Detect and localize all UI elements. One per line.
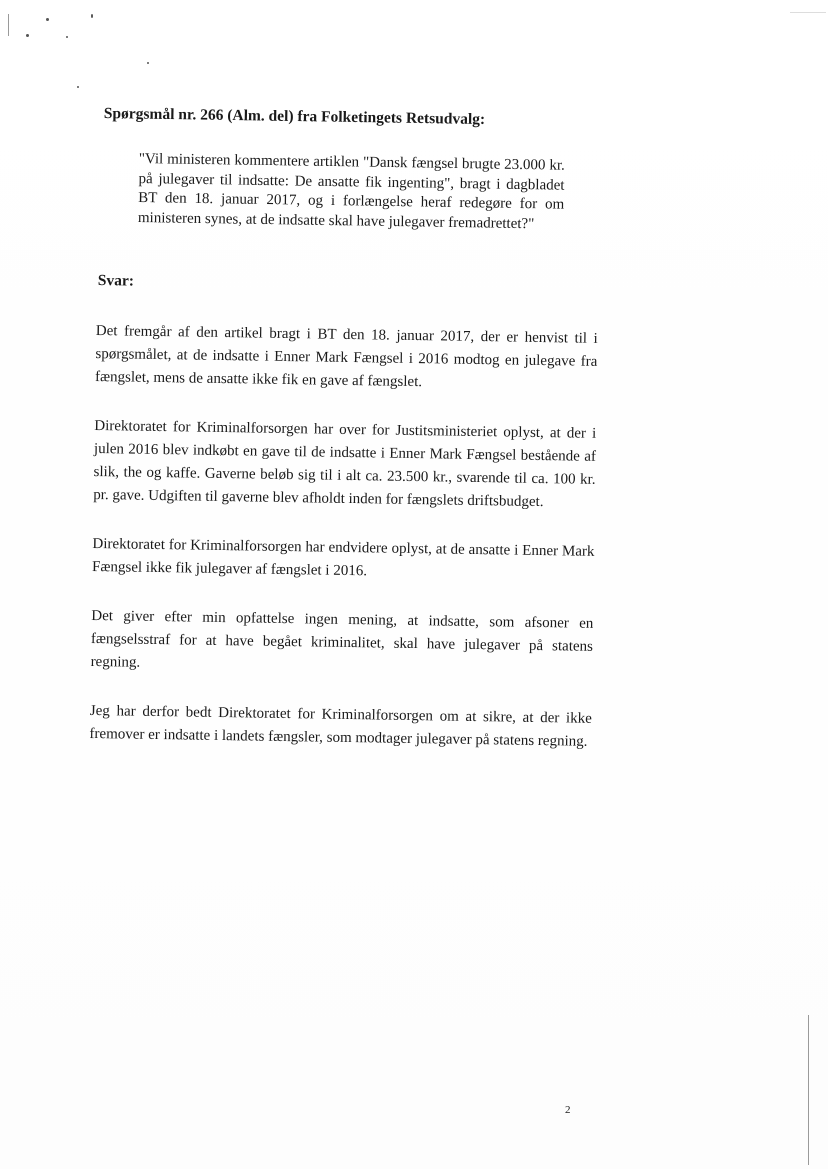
answer-heading: Svar: [97, 272, 135, 290]
scan-artifact-dot [26, 34, 29, 37]
answer-body [89, 320, 598, 780]
page-number: 2 [565, 1104, 571, 1116]
scan-artifact-dot [77, 86, 79, 88]
scan-artifact-left-edge [8, 14, 9, 36]
scan-artifact-right-edge [808, 1015, 809, 1165]
answer-paragraph: Det fremgår af den artikel bragt i BT den 18. januar 2017, der er henvist til i spørgsmålet, at de indsatte i Enner Mark Fængsel i 2016 modtog en julegave fra fængslet, mens de ansatte ikke fik en gave af fængslet. [94, 322, 598, 391]
answer-paragraph: Direktoratet for Kriminalforsorgen har over for Justitsministeriet oplyst, at der i julen 2016 blev indkøbt en gave til de indsatte i Enner Mark Fængsel bestående af slik, the og kaffe. Gaverne beløb sig til i alt ca. 23.500 kr., svarende til ca. 100 kr. pr. gave. Udgiften til gaverne blev afholdt inden for fængslets driftsbudget. [93, 417, 597, 511]
scan-artifact-dot [147, 62, 149, 64]
answer-paragraph: Det giver efter min opfattelse ingen mening, at indsatte, som afsoner en fængselsstraf for at have begået kriminalitet, skal have julegaver på statens regning. [90, 607, 594, 671]
answer-paragraph: Jeg har derfor bedt Direktoratet for Kriminalforsorgen om at sikre, at der ikke fremover er indsatte i landets fængsler, som modtager julegaver på statens regning. [89, 702, 592, 750]
scan-artifact-dot [91, 14, 93, 18]
scan-artifact-top-right [790, 12, 826, 13]
question-quote: "Vil ministeren kommentere artiklen "Dansk fængsel brugte 23.000 kr. på julegaver til indsatte: De ansatte fik ingenting", bragt i dagbladet BT den 18. januar 2017, og i forlængelse heraf redegøre for om ministeren synes, at de indsatte skal have julegaver fremadrettet?" [137, 150, 565, 232]
scan-artifact-dot [46, 18, 49, 21]
answer-paragraph: Direktoratet for Kriminalforsorgen har endvidere oplyst, at de ansatte i Enner Mark Fængsel ikke fik julegaver af fængslet i 2016. [91, 535, 595, 580]
question-title: Spørgsmål nr. 266 (Alm. del) fra Folketingets Retsudvalg: [103, 104, 486, 128]
scan-artifact-dot [66, 36, 68, 38]
